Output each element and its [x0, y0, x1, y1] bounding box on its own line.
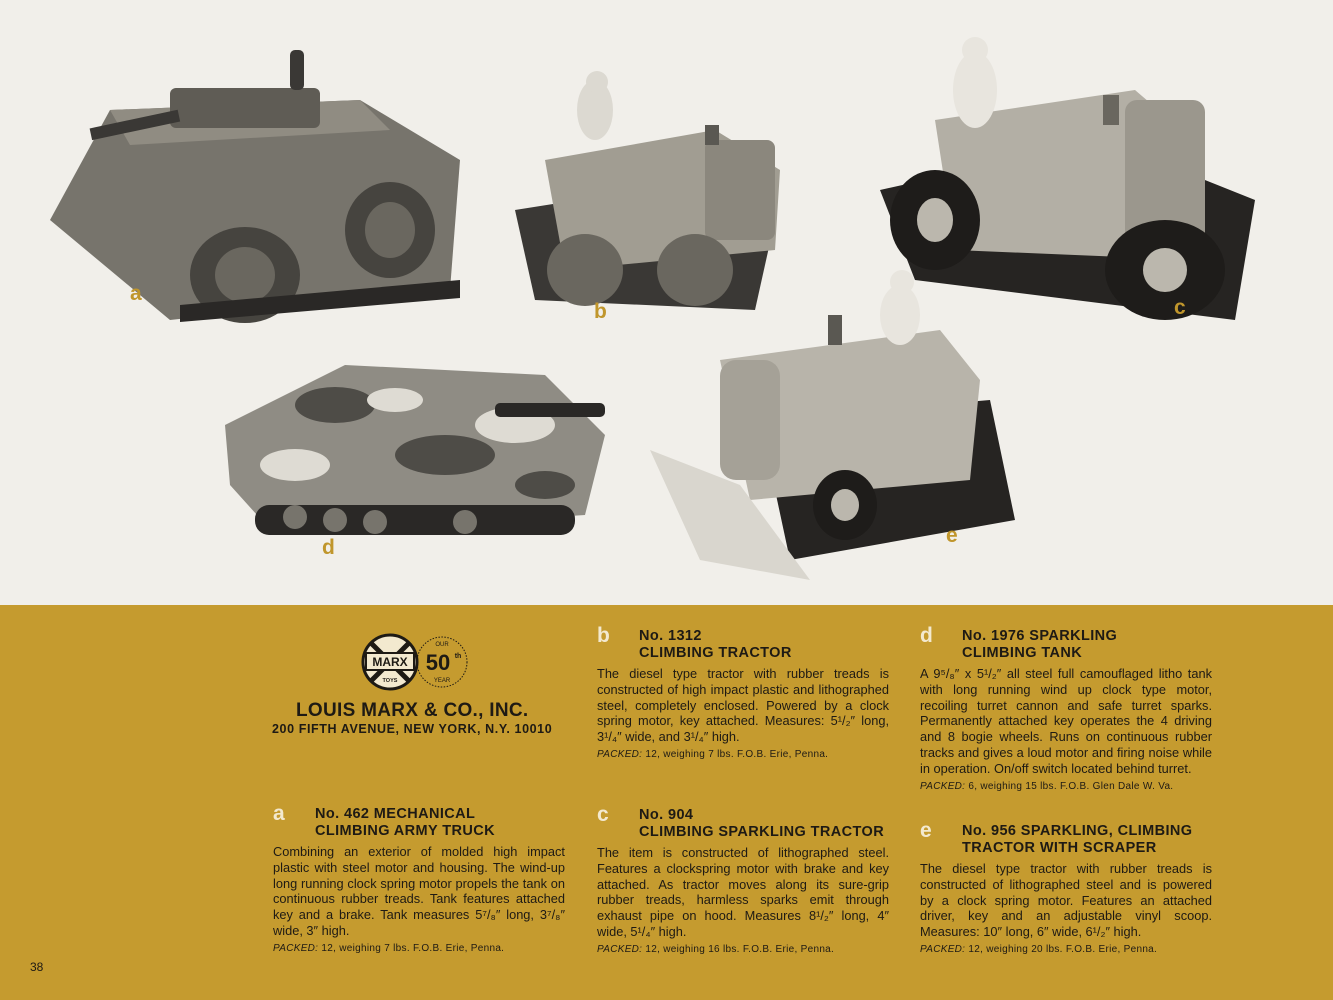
item-c-packed — [597, 944, 889, 955]
item-b-heading — [639, 628, 889, 662]
item-d-heading-line2: CLIMBING TANK — [962, 645, 1083, 661]
item-d-body: A 9⁵/₈″ x 5¹/₂″ all steel full camouflaged litho tank with long running wind up clock type motor, recoiling turret cannon and safe turret sparks. Permanently attached key operates the 4 driving and 8 bogie wheels. Runs on continuous rubber tracks and gives a loud motor and firing noise while in operation. On/off switch located behind turret. — [920, 666, 1212, 776]
logo-sub: TOYS — [382, 678, 398, 684]
item-d-heading-line1: No. 1976 SPARKLING — [962, 628, 1118, 644]
company-address: 200 FIFTH AVENUE, NEW YORK, N.Y. 10010 — [272, 722, 553, 736]
item-key-b: b — [597, 624, 610, 647]
packed-label: PACKED: — [597, 943, 643, 955]
item-c-heading-line1: No. 904 — [639, 807, 694, 823]
item-key-a: a — [273, 802, 285, 825]
item-d-packed — [920, 781, 1212, 792]
page-number: 38 — [30, 960, 44, 974]
item-e-packed — [920, 944, 1212, 955]
item-a-description — [273, 802, 565, 954]
item-c-heading — [639, 807, 889, 841]
item-d-heading — [962, 628, 1212, 662]
item-c-heading-line2: CLIMBING SPARKLING TRACTOR — [639, 824, 885, 840]
item-b-heading-line2: CLIMBING TRACTOR — [639, 645, 792, 661]
badge-superscript: th — [454, 653, 462, 660]
item-c-body: The item is constructed of lithographed steel. Features a clockspring motor with brake and key attached. As tractor moves along its sure-grip rubber treads, harmless sparks emit through exhaust pipe on hood. Measures 8¹/₂″ long, 4″ wide, 5¹/₄″ high. — [597, 845, 889, 939]
badge-bottom-text: YEAR — [433, 678, 451, 684]
toy-photo-a-army-truck — [30, 50, 480, 325]
packed-label: PACKED: — [597, 748, 643, 760]
marx-logo — [360, 632, 480, 692]
badge-top-text: OUR — [435, 642, 449, 648]
item-key-e: e — [920, 819, 932, 842]
item-a-heading-line2: CLIMBING ARMY TRUCK — [315, 823, 495, 839]
packed-label: PACKED: — [273, 942, 319, 954]
item-e-heading-line2: TRACTOR WITH SCRAPER — [962, 840, 1157, 856]
item-b-description — [597, 624, 889, 760]
photo-label-e: e — [946, 524, 958, 547]
item-e-body: The diesel type tractor with rubber treads is constructed of lithographed steel and is powered by a clock spring motor. Features an attached driver, key and an adjustable vinyl scoop. Measures: 10″ long, 6″ wide, 6¹/₂″ high. — [920, 861, 1212, 940]
packed-value: 12, weighing 16 lbs. F.O.B. Erie, Penna. — [645, 943, 835, 955]
item-key-c: c — [597, 803, 609, 826]
packed-value: 12, weighing 7 lbs. F.O.B. Erie, Penna. — [321, 942, 505, 954]
packed-value: 6, weighing 15 lbs. F.O.B. Glen Dale W. Va. — [968, 780, 1174, 792]
photo-label-c: c — [1174, 296, 1186, 319]
packed-label: PACKED: — [920, 780, 966, 792]
photo-label-b: b — [594, 300, 607, 323]
item-a-body: Combining an exterior of molded high impact plastic with steel motor and housing. The wind-up long running clock spring motor propels the tank on continuous rubber treads. Tank features attached key and a brake. Tank measures 5⁷/₈″ long, 3⁷/₈″ wide, 3″ high. — [273, 844, 565, 938]
toy-photo-e-tractor-scraper — [640, 270, 1020, 590]
logo-brand: MARX — [372, 655, 408, 669]
item-b-heading-line1: No. 1312 — [639, 628, 702, 644]
photo-label-a: a — [130, 282, 142, 305]
item-b-body: The diesel type tractor with rubber treads is constructed of high impact plastic and lithographed steel, completely enclosed. Powered by a clock spring motor, key attached. Measures: 5¹/₂″ long, 3¹/₄″ wide, and 3¹/₄″ high. — [597, 666, 889, 745]
item-e-heading — [962, 823, 1212, 857]
item-c-description — [597, 803, 889, 955]
packed-value: 12, weighing 20 lbs. F.O.B. Erie, Penna. — [968, 943, 1158, 955]
item-d-description — [920, 624, 1212, 792]
photo-label-d: d — [322, 536, 335, 559]
item-key-d: d — [920, 624, 933, 647]
item-a-heading-line1: No. 462 MECHANICAL — [315, 806, 476, 822]
badge-number: 50 — [425, 650, 451, 675]
packed-value: 12, weighing 7 lbs. F.O.B. Erie, Penna. — [645, 748, 829, 760]
item-e-description — [920, 819, 1212, 955]
item-e-heading-line1: No. 956 SPARKLING, CLIMBING — [962, 823, 1193, 839]
item-a-heading — [315, 806, 565, 840]
packed-label: PACKED: — [920, 943, 966, 955]
item-a-packed — [273, 943, 565, 954]
item-b-packed — [597, 749, 889, 760]
company-name: LOUIS MARX & CO., INC. — [296, 700, 529, 721]
toy-photo-d-camo-tank — [215, 345, 615, 545]
